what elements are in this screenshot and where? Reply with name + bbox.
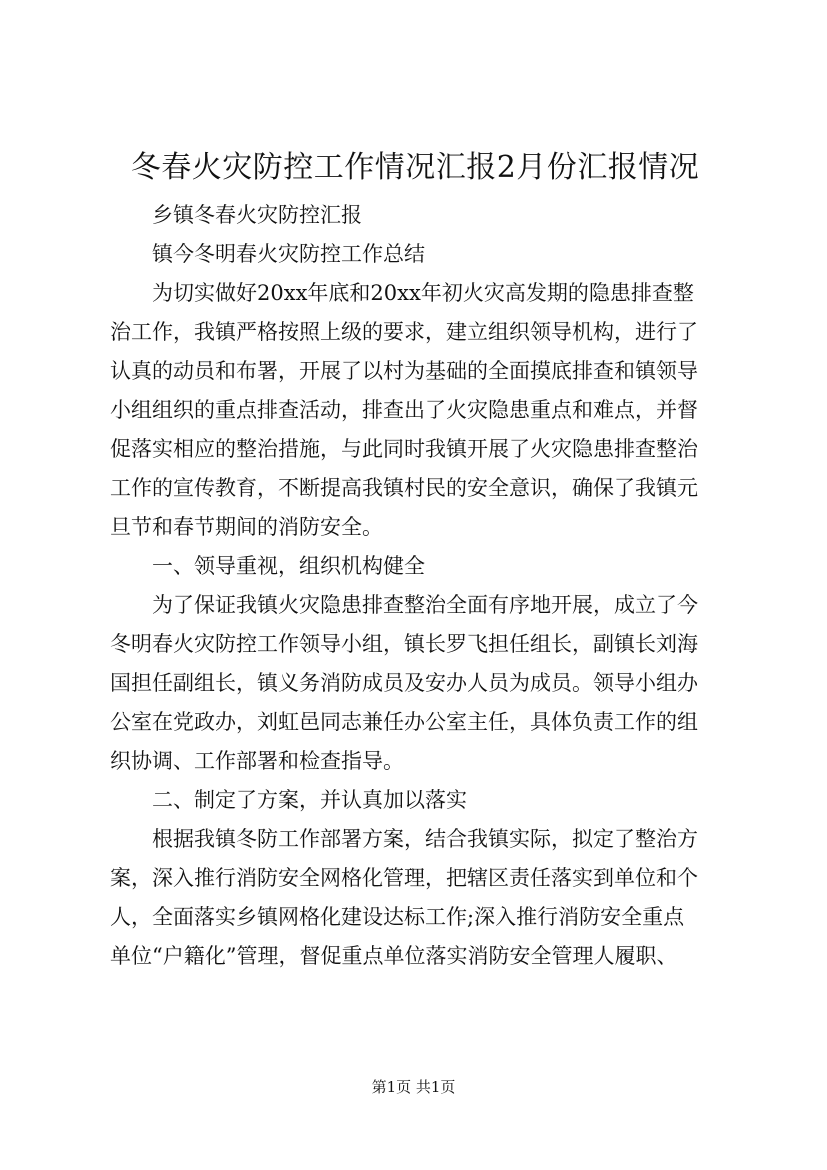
- paragraph-line: 为切实做好20xx年底和20xx年初火灾高发期的隐患排查整: [152, 281, 694, 305]
- paragraph-line: 公室在党政办，刘虹邑同志兼任办公室主任，具体负责工作的组: [110, 710, 698, 734]
- intro-paragraph: [110, 274, 718, 547]
- page-footer: 第1页 共1页: [371, 1078, 456, 1096]
- subtitle-work-summary: 镇今冬明春火灾防控工作总结: [152, 242, 425, 266]
- paragraph-line: 案，深入推行消防安全网格化管理，把辖区责任落实到单位和个: [110, 866, 698, 890]
- section-heading-plan: 二、制定了方案，并认真加以落实: [152, 788, 467, 812]
- paragraph-line: 工作的宣传教育，不断提高我镇村民的安全意识，确保了我镇元: [110, 476, 698, 500]
- paragraph-line: 认真的动员和布署，开展了以村为基础的全面摸底排查和镇领导: [110, 359, 698, 383]
- document-title: 冬春火灾防控工作情况汇报2月份汇报情况: [130, 150, 700, 185]
- paragraph-line: 人，全面落实乡镇网格化建设达标工作;深入推行消防安全重点: [110, 905, 685, 929]
- subtitle-township-report: 乡镇冬春火灾防控汇报: [152, 203, 362, 227]
- document-body: [110, 196, 718, 976]
- paragraph-line: 治工作，我镇严格按照上级的要求，建立组织领导机构，进行了: [110, 320, 698, 344]
- paragraph-line: 根据我镇冬防工作部署方案，结合我镇实际，拟定了整治方: [152, 827, 698, 851]
- paragraph-line: 冬明春火灾防控工作领导小组，镇长罗飞担任组长，副镇长刘海: [110, 632, 698, 656]
- paragraph-line: 织协调、工作部署和检查指导。: [110, 749, 404, 773]
- paragraph-line: 促落实相应的整治措施，与此同时我镇开展了火灾隐患排查整治: [110, 437, 698, 461]
- paragraph-line: 为了保证我镇火灾隐患排查整治全面有序地开展，成立了今: [152, 593, 698, 617]
- section-plan-paragraph: [110, 820, 718, 976]
- paragraph-line: 小组组织的重点排查活动，排查出了火灾隐患重点和难点，并督: [110, 398, 698, 422]
- paragraph-line: 国担任副组长，镇义务消防成员及安办人员为成员。领导小组办: [110, 671, 698, 695]
- section-leadership-paragraph: [110, 586, 718, 781]
- section-heading-leadership: 一、领导重视，组织机构健全: [152, 554, 425, 578]
- paragraph-line: 单位“户籍化”管理，督促重点单位落实消防安全管理人履职、: [110, 944, 678, 968]
- paragraph-line: 旦节和春节期间的消防安全。: [110, 515, 383, 539]
